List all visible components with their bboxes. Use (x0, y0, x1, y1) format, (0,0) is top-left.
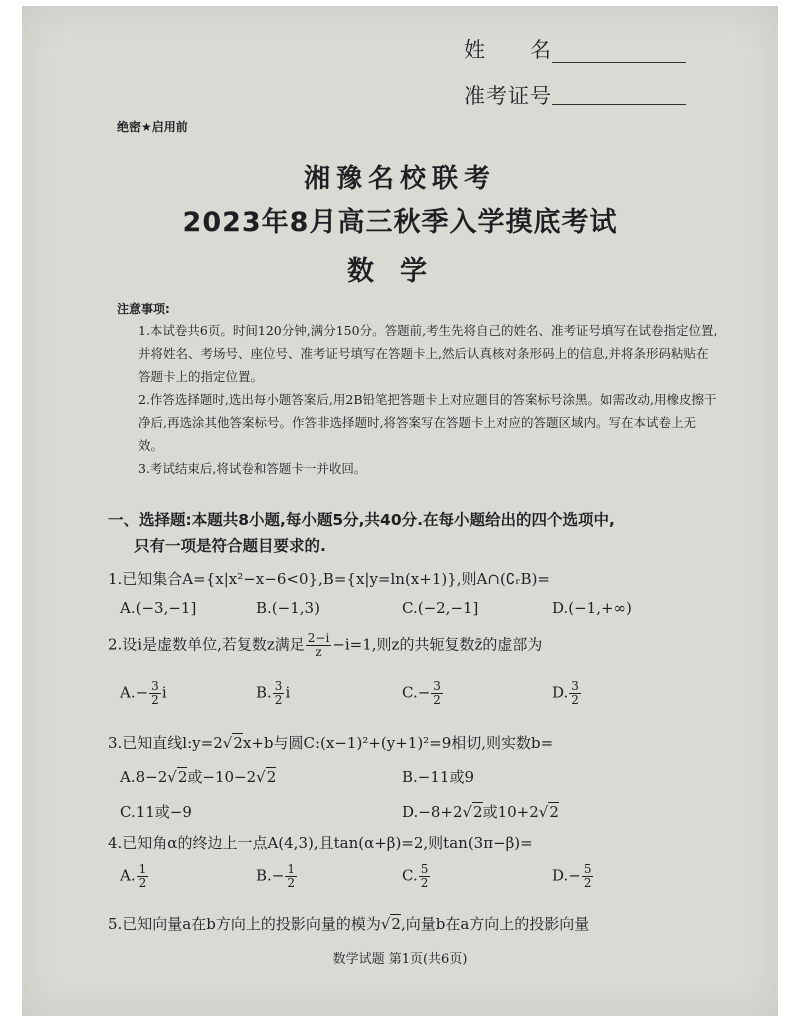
question-2-option-a (120, 680, 167, 707)
sqrt-icon: √ (256, 768, 266, 786)
question-3-option-d (402, 801, 559, 822)
option-text: A.8−2 (120, 768, 168, 786)
exam-sheet (22, 6, 778, 1016)
sqrt-icon: √ (222, 734, 233, 752)
note-item-2: 2.作答选择题时,选出每小题答案后,用2B铅笔把答题卡上对应题目的答案标号涂黑。如需改动,用橡皮擦干净后,再选涂其他答案标号。作答非选择题时,将答案写在答题卡上对应的答题区域内。写在本试卷上无效。 (138, 392, 717, 453)
question-2-stem-b: −i=1,则z的共轭复数z̄的虚部为 (332, 635, 543, 654)
fraction-numerator: 5 (583, 862, 592, 876)
option-suffix: i (161, 683, 167, 702)
fraction-denominator: 2 (571, 693, 579, 707)
option-fraction (273, 680, 285, 707)
question-4-option-a (120, 863, 149, 890)
note-item-3: 3.考试结束后,将试卷和答题卡一并收回。 (138, 461, 367, 476)
option-prefix: A.− (120, 683, 149, 702)
option-text: 或10+2 (482, 803, 539, 821)
option-prefix: C.− (402, 683, 431, 702)
fraction-numerator: 5 (420, 862, 429, 876)
sqrt-radicand: 2 (391, 915, 401, 933)
name-underline (552, 62, 686, 63)
exam-id-underline (552, 104, 686, 105)
question-1-option-c: C.(−2,−1] (402, 599, 479, 617)
exam-title-line1: 湘豫名校联考 (303, 164, 496, 194)
fraction-numerator: 3 (433, 679, 441, 693)
question-1-option-d: D.(−1,+∞) (552, 599, 632, 617)
fraction-numerator: 1 (138, 862, 147, 876)
question-2-stem-a: 2.设i是虚数单位,若复数z满足 (108, 635, 305, 654)
option-prefix: B.− (256, 866, 285, 885)
sqrt-radicand: 2 (473, 803, 483, 821)
fraction-denominator: z (315, 645, 322, 659)
section1-heading-cont: 只有一项是符合题目要求的. (134, 537, 326, 555)
option-fraction (419, 863, 431, 890)
page-footer: 数学试题 第1页(共6页) (332, 952, 468, 967)
question-5-stem-a: 5.已知向量a在b方向上的投影向量的模为 (108, 915, 381, 933)
fraction-numerator: 1 (287, 862, 295, 876)
section1-heading: 一、选择题:本题共8小题,每小题5分,共40分.在每小题给出的四个选项中, (108, 511, 615, 529)
option-text: 或−10−2 (187, 768, 257, 786)
question-1-option-a: A.(−3,−1] (120, 599, 197, 617)
notes-heading: 注意事项: (117, 302, 170, 316)
question-4-option-d (552, 863, 594, 890)
option-fraction (569, 680, 581, 707)
fraction-denominator: 2 (274, 693, 283, 707)
option-fraction (149, 680, 161, 707)
fraction-denominator: 2 (583, 876, 592, 890)
question-2-option-d (552, 680, 582, 707)
option-text: D.−8+2 (402, 803, 463, 821)
sqrt-icon: √ (538, 803, 549, 821)
option-prefix: D.− (552, 866, 581, 885)
fraction-numerator: 2−i (307, 631, 330, 645)
question-3-stem (108, 732, 553, 753)
exam-subject: 数学 (347, 256, 453, 287)
option-fraction (582, 863, 594, 890)
sqrt-icon: √ (380, 915, 391, 933)
question-1-option-b: B.(−1,3) (256, 599, 320, 617)
fraction-denominator: 2 (420, 876, 429, 890)
fraction-denominator: 2 (287, 876, 295, 890)
fraction-numerator: 3 (151, 679, 159, 693)
sqrt-radicand: 2 (233, 734, 243, 752)
exam-title-line2: 2023年8月高三秋季入学摸底考试 (182, 207, 618, 238)
sqrt-radicand: 2 (266, 768, 277, 786)
secret-mark: 绝密★启用前 (117, 120, 188, 134)
question-3-option-a (120, 766, 276, 787)
option-fraction (285, 863, 297, 890)
exam-id-label: 准考证号 (464, 84, 552, 108)
question-2-option-b (256, 680, 290, 707)
question-3-stem-a: 3.已知直线l:y=2 (108, 734, 223, 752)
question-2-option-c (402, 680, 444, 707)
sqrt-icon: √ (167, 768, 177, 786)
option-prefix: A. (120, 866, 136, 885)
note-item-1: 1.本试卷共6页。时间120分钟,满分150分。答题前,考生先将自己的姓名、准考证号填写在试卷指定位置,并将姓名、考场号、座位号、准考证号填写在答题卡上,然后认真核对条形码上的信息,并将条形码粘贴在答题卡上的指定位置。 (138, 323, 718, 384)
option-prefix: C. (402, 866, 418, 885)
sqrt-icon: √ (462, 803, 473, 821)
question-2-stem (108, 632, 542, 659)
question-3-option-b: B.−11或9 (402, 768, 474, 786)
fraction-denominator: 2 (138, 876, 147, 890)
option-prefix: B. (256, 683, 272, 702)
option-prefix: D. (552, 683, 569, 702)
sqrt-radicand: 2 (177, 768, 188, 786)
option-suffix: i (285, 683, 291, 702)
sqrt-radicand: 2 (549, 803, 559, 821)
question-3-stem-b: x+b与圆C:(x−1)²+(y+1)²=9相切,则实数b= (242, 734, 554, 752)
question-5-stem (108, 913, 589, 934)
question-4-stem: 4.已知角α的终边上一点A(4,3),且tan(α+β)=2,则tan(3π−β)= (108, 834, 533, 852)
question-4-option-c (402, 863, 431, 890)
fraction-numerator: 3 (571, 679, 579, 693)
option-fraction (137, 863, 149, 890)
fraction-denominator: 2 (151, 693, 159, 707)
fraction-numerator: 3 (274, 679, 283, 693)
question-4-option-b (256, 863, 298, 890)
option-fraction (431, 680, 443, 707)
question-2-fraction (306, 632, 332, 659)
question-1-stem: 1.已知集合A={x|x²−x−6<0},B={x|y=ln(x+1)},则A∩(∁ᵣB)= (108, 570, 550, 588)
question-5-stem-b: ,向量b在a方向上的投影向量 (400, 915, 590, 933)
fraction-denominator: 2 (433, 693, 441, 707)
question-3-option-c: C.11或−9 (120, 803, 192, 821)
name-label: 姓 名 (464, 38, 552, 62)
